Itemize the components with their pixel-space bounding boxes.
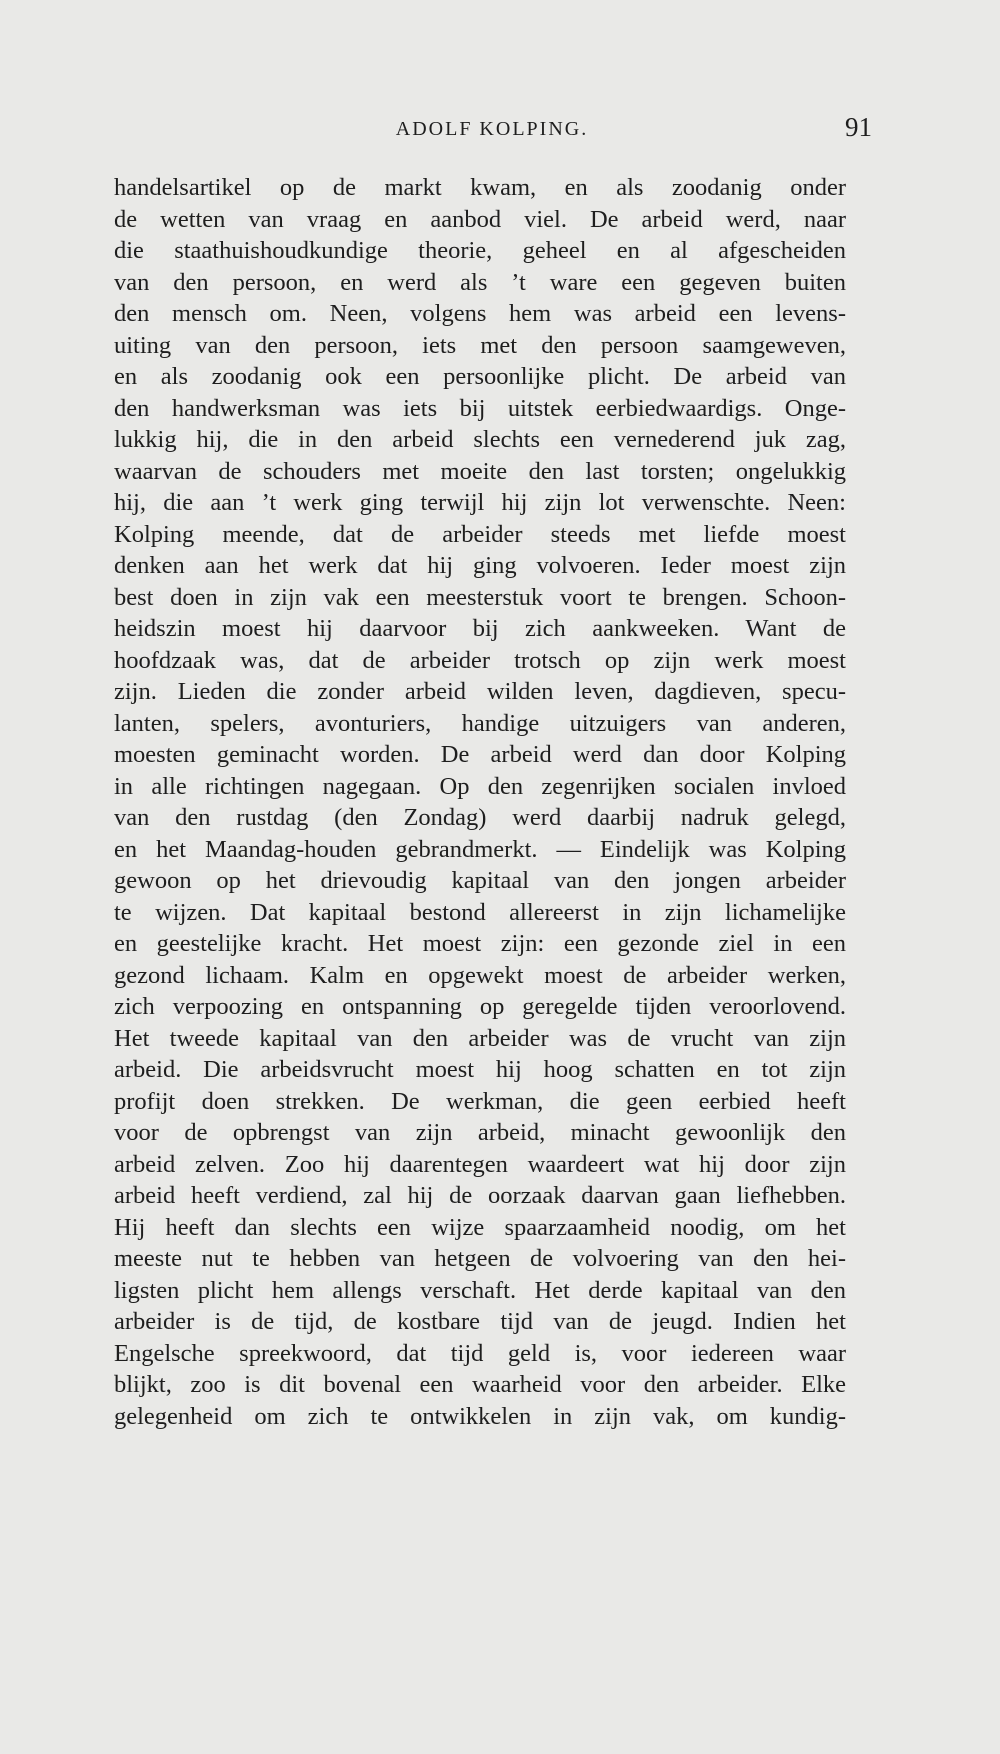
text-line: en geestelijke kracht. Het moest zijn: een gezonde ziel in een xyxy=(114,930,846,957)
text-line: die staathuishoudkundige theorie, geheel en al afgescheiden xyxy=(114,237,846,264)
text-line: zich verpoozing en ontspanning op geregelde tijden veroorlovend. xyxy=(114,993,846,1020)
text-line: gezond lichaam. Kalm en opgewekt moest de arbeider werken, xyxy=(114,961,846,989)
text-line: ligsten plicht hem allengs verschaft. Het derde kapitaal van den xyxy=(114,1276,846,1304)
text-line: den handwerksman was iets bij uitstek eerbiedwaardigs. Onge- xyxy=(114,394,846,422)
text-line: Hij heeft dan slechts een wijze spaarzaamheid noodig, om het xyxy=(114,1213,846,1241)
text-line: lanten, spelers, avonturiers, handige uitzuigers van anderen, xyxy=(114,709,846,737)
text-line: waarvan de schouders met moeite den last torsten; ongelukkig xyxy=(114,457,846,485)
text-line: gewoon op het drievoudig kapitaal van den jongen arbeider xyxy=(114,867,846,894)
text-line: lukkig hij, die in den arbeid slechts een vernederend juk zag, xyxy=(114,426,846,453)
text-line: Kolping meende, dat de arbeider steeds met liefde moest xyxy=(114,520,846,548)
text-line: arbeider is de tijd, de kostbare tijd van de jeugd. Indien het xyxy=(114,1308,846,1335)
text-line: arbeid zelven. Zoo hij daarentegen waardeert wat hij door zijn xyxy=(114,1150,846,1178)
text-line: en als zoodanig ook een persoonlijke plicht. De arbeid van xyxy=(114,363,846,390)
text-line: Het tweede kapitaal van den arbeider was de vrucht van zijn xyxy=(114,1024,846,1052)
body-text xyxy=(114,172,846,1432)
text-line: van den persoon, en werd als ’t ware een gegeven buiten xyxy=(114,268,846,296)
text-line: moesten geminacht worden. De arbeid werd dan door Kolping xyxy=(114,741,846,768)
text-line: heidszin moest hij daarvoor bij zich aankweeken. Want de xyxy=(114,615,846,642)
text-line: gelegenheid om zich te ontwikkelen in zijn vak, om kundig- xyxy=(114,1402,846,1430)
text-line: meeste nut te hebben van hetgeen de volvoering van den hei- xyxy=(114,1245,846,1272)
text-line: profijt doen strekken. De werkman, die geen eerbied heeft xyxy=(114,1087,846,1115)
running-title: ADOLF KOLPING. xyxy=(395,118,589,140)
text-line: uiting van den persoon, iets met den persoon saamgeweven, xyxy=(114,331,846,359)
text-line: denken aan het werk dat hij ging volvoeren. Ieder moest zijn xyxy=(114,552,846,579)
text-line: van den rustdag (den Zondag) werd daarbij nadruk gelegd, xyxy=(114,804,846,831)
text-line: de wetten van vraag en aanbod viel. De arbeid werd, naar xyxy=(114,205,846,233)
text-line: in alle richtingen nagegaan. Op den zegenrijken socialen invloed xyxy=(114,772,846,800)
page-number: 91 xyxy=(845,112,872,142)
running-head xyxy=(112,112,872,152)
text-line: arbeid heeft verdiend, zal hij de oorzaak daarvan gaan liefhebben. xyxy=(114,1182,846,1209)
text-line: en het Maandag-houden gebrandmerkt. — Eindelijk was Kolping xyxy=(114,835,846,863)
text-line: hij, die aan ’t werk ging terwijl hij zijn lot verwenschte. Neen: xyxy=(114,489,846,516)
text-line: blijkt, zoo is dit bovenal een waarheid voor den arbeider. Elke xyxy=(114,1371,846,1398)
text-line: handelsartikel op de markt kwam, en als zoodanig onder xyxy=(114,174,846,201)
text-line: voor de opbrengst van zijn arbeid, minacht gewoonlijk den xyxy=(114,1119,846,1146)
text-line: best doen in zijn vak een meesterstuk voort te brengen. Schoon- xyxy=(114,583,846,611)
text-line: den mensch om. Neen, volgens hem was arbeid een levens- xyxy=(114,300,846,327)
text-line: zijn. Lieden die zonder arbeid wilden leven, dagdieven, specu- xyxy=(114,678,846,705)
text-line: Engelsche spreekwoord, dat tijd geld is, voor iedereen waar xyxy=(114,1339,846,1367)
text-line: hoofdzaak was, dat de arbeider trotsch op zijn werk moest xyxy=(114,646,846,674)
text-line: arbeid. Die arbeidsvrucht moest hij hoog schatten en tot zijn xyxy=(114,1056,846,1083)
text-line: te wijzen. Dat kapitaal bestond allereerst in zijn lichamelijke xyxy=(114,898,846,926)
